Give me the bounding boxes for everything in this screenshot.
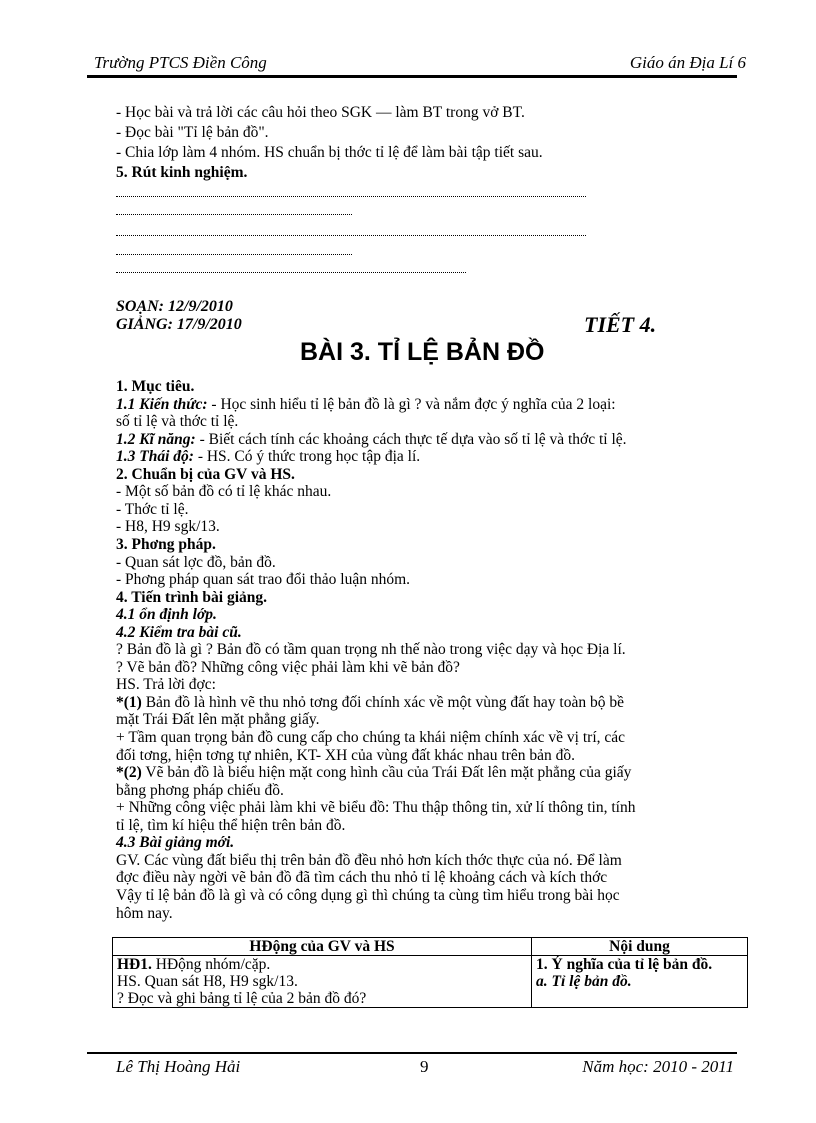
footer-rule — [87, 1052, 737, 1054]
content-line — [116, 448, 420, 466]
content-line: đợc điều này ngời vẽ bản đồ đã tìm cách thu nhỏ tỉ lệ khoảng cách và kích thớc — [116, 869, 608, 887]
content-line-label: *(2) — [116, 764, 142, 782]
hd-label: HĐ1. — [117, 956, 152, 973]
table-header-cell: HĐộng của GV và HS — [113, 938, 532, 956]
content-line-text: - Biết cách tính các khoảng cách thực tế dựa vào số tỉ lệ và thớc tỉ lệ. — [195, 430, 627, 448]
content-line: 3. Phơng pháp. — [116, 535, 216, 553]
table-line — [117, 956, 527, 973]
dotted-line — [116, 272, 466, 273]
content-subheading: a. Tỉ lệ bản đồ. — [536, 973, 632, 990]
content-line: ? Bản đồ là gì ? Bản đồ có tầm quan trọng nh thế nào trong việc dạy và học Địa lí. — [116, 641, 626, 659]
content-line: - Quan sát lợc đồ, bản đồ. — [116, 553, 276, 571]
content-line-text: - Học sinh hiểu tỉ lệ bản đồ là gì ? và nắm đợc ý nghĩa của 2 loại: — [207, 395, 616, 413]
rut-kinh-nghiem-heading: 5. Rút kinh nghiệm. — [116, 164, 248, 181]
content-line: - Thớc tỉ lệ. — [116, 500, 189, 518]
table-line: ? Đọc và ghi bảng tỉ lệ của 2 bản đồ đó? — [117, 990, 367, 1007]
content-line — [116, 764, 631, 782]
content-line: + Tầm quan trọng bản đồ cung cấp cho chúng ta khái niệm chính xác về vị trí, các — [116, 729, 626, 746]
table-header-cell: Nội dung — [532, 938, 748, 956]
content-line-text: Vẽ bản đồ là biểu hiện mặt cong hình cầu của Trái Đất lên mặt phẳng của giấy — [141, 764, 632, 782]
content-line — [116, 396, 616, 414]
table-cell-content — [532, 956, 748, 1008]
content-line: mặt Trái Đất lên mặt phẳng giấy. — [116, 711, 320, 729]
top-line-3: - Chia lớp làm 4 nhóm. HS chuẩn bị thớc tỉ lệ để làm bài tập tiết sau. — [116, 144, 543, 161]
content-line: - H8, H9 sgk/13. — [116, 518, 220, 536]
content-line — [116, 431, 627, 449]
top-line-1: - Học bài và trả lời các câu hỏi theo SGK — làm BT trong vở BT. — [116, 104, 525, 121]
page-title: BÀI 3. TỈ LỆ BẢN ĐỒ — [300, 338, 545, 366]
table-line: HS. Quan sát H8, H9 sgk/13. — [117, 973, 298, 990]
content-line-text: Bản đồ là hình vẽ thu nhỏ tơng đối chính xác về một vùng đất hay toàn bộ bề — [141, 693, 624, 711]
table-row — [113, 956, 748, 1008]
table-cell-activity — [113, 956, 532, 1008]
content-line: 4.3 Bài giảng mới. — [116, 834, 235, 852]
content-line: HS. Trả lời đợc: — [116, 676, 216, 694]
footer-page-number: 9 — [420, 1057, 429, 1076]
content-line: + Những công việc phải làm khi vẽ biểu đồ: Thu thập thông tin, xử lí thông tin, tính — [116, 799, 636, 817]
header-school: Trường PTCS Điền Công — [94, 53, 267, 72]
content-line: bằng phơng pháp chiếu đồ. — [116, 781, 284, 799]
dotted-line — [116, 254, 352, 255]
soan-date: SOẠN: 12/9/2010 — [116, 298, 233, 315]
footer-author: Lê Thị Hoàng Hải — [116, 1057, 241, 1076]
header-subject: Giáo án Địa Lí 6 — [629, 53, 746, 72]
content-line-text: - HS. Có ý thức trong học tập địa lí. — [193, 448, 421, 466]
dotted-line — [116, 235, 586, 236]
hd-text: HĐộng nhóm/cặp. — [151, 956, 271, 973]
content-line: hôm nay. — [116, 904, 173, 922]
content-line-label: 1.3 Thái độ: — [116, 448, 194, 466]
dotted-line — [116, 214, 352, 215]
content-line: GV. Các vùng đất biểu thị trên bản đồ đều nhỏ hơn kích thớc thực của nó. Để làm — [116, 851, 622, 869]
dotted-line — [116, 196, 586, 197]
tiet-label: TIẾT 4. — [584, 312, 657, 337]
content-line: đối tơng, hiện tơng tự nhiên, KT- XH của vùng đất khác nhau trên bản đồ. — [116, 746, 575, 764]
activity-table — [112, 937, 748, 1008]
content-line: 4.2 Kiểm tra bài cũ. — [116, 623, 242, 641]
content-heading: 1. Ý nghĩa của tỉ lệ bản đồ. — [536, 956, 713, 973]
content-line: - Một số bản đồ có tỉ lệ khác nhau. — [116, 483, 332, 501]
content-line: - Phơng pháp quan sát trao đổi thảo luận nhóm. — [116, 571, 411, 589]
header-rule — [87, 75, 737, 78]
footer-school-year: Năm học: 2010 - 2011 — [582, 1057, 734, 1076]
content-line: tỉ lệ, tìm kí hiệu thể hiện trên bản đồ. — [116, 816, 346, 834]
content-line: 1. Mục tiêu. — [116, 378, 195, 395]
content-line-label: 1.2 Kĩ năng: — [116, 430, 196, 448]
table-header-row — [113, 938, 748, 956]
content-line: 2. Chuẩn bị của GV và HS. — [116, 465, 295, 483]
content-line: ? Vẽ bản đồ? Những công việc phải làm khi vẽ bản đồ? — [116, 658, 460, 676]
content-line-label: 1.1 Kiến thức: — [116, 395, 208, 413]
content-line-label: *(1) — [116, 693, 142, 711]
content-line — [116, 694, 624, 712]
top-line-2: - Đọc bài "Tỉ lệ bản đồ". — [116, 124, 269, 141]
content-line: 4.1 ổn định lớp. — [116, 606, 217, 624]
content-line: Vậy tỉ lệ bản đồ là gì và có công dụng gì thì chúng ta cùng tìm hiểu trong bài học — [116, 886, 620, 904]
content-line: 4. Tiến trình bài giảng. — [116, 588, 268, 606]
giang-date: GIẢNG: 17/9/2010 — [116, 316, 242, 333]
content-line: số tỉ lệ và thớc tỉ lệ. — [116, 413, 239, 431]
